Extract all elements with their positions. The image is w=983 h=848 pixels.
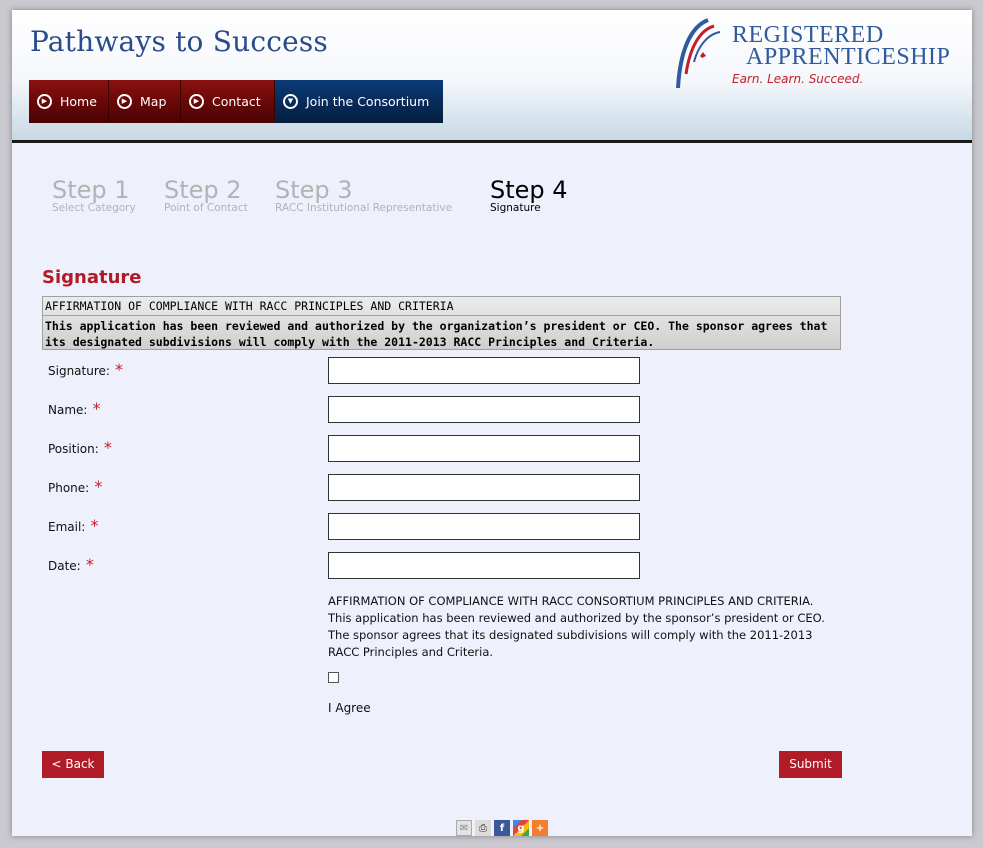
site-title[interactable]: Pathways to Success <box>30 25 329 58</box>
nav-contact-label: Contact <box>212 94 261 109</box>
email-icon[interactable]: ✉ <box>456 820 472 836</box>
form-row-signature <box>48 360 123 379</box>
logo-text-registered: REGISTERED <box>732 22 884 48</box>
form-row-phone <box>48 477 102 496</box>
step-2-subtitle: Point of Contact <box>164 202 248 214</box>
nav-home[interactable] <box>29 80 109 123</box>
step-3-title: Step 3 <box>275 176 353 204</box>
required-marker: * <box>92 399 101 418</box>
position-label: Position: <box>48 442 99 456</box>
date-input[interactable] <box>328 552 640 579</box>
play-circle-icon: ▶ <box>189 94 204 109</box>
nav-map-label: Map <box>140 94 167 109</box>
logo-tagline: Earn. Learn. Succeed. <box>732 72 864 86</box>
logo-text-apprenticeship: APPRENTICESHIP <box>746 44 951 70</box>
position-input[interactable] <box>328 435 640 462</box>
step-2-title: Step 2 <box>164 176 242 204</box>
nav-home-label: Home <box>60 94 97 109</box>
agree-label: I Agree <box>328 701 371 715</box>
facebook-icon[interactable]: f <box>494 820 510 836</box>
agree-checkbox[interactable] <box>328 672 339 683</box>
nav-join-consortium[interactable] <box>275 80 443 123</box>
page <box>12 10 972 836</box>
affirmation-body: This application has been reviewed and authorized by the organization’s president or CEO. The sponsor agrees that its designated subdivisions will comply with the 2011-2013 RACC Principles and Criteria. <box>45 319 828 349</box>
print-icon[interactable]: ⎙ <box>475 820 491 836</box>
signature-input[interactable] <box>328 357 640 384</box>
nav-map[interactable] <box>109 80 181 123</box>
name-input[interactable] <box>328 396 640 423</box>
terms-text: AFFIRMATION OF COMPLIANCE WITH RACC CONSORTIUM PRINCIPLES AND CRITERIA. This application has been reviewed and authorized by the sponsor’s president or CEO. The sponsor agrees that its designated subdivisions will comply with the 2011-2013 RACC Principles and Criteria. <box>328 594 825 659</box>
step-3 <box>275 176 452 214</box>
required-marker: * <box>85 555 94 574</box>
play-circle-icon: ▶ <box>37 94 52 109</box>
share-toolbar <box>456 820 548 836</box>
form-row-date <box>48 555 94 574</box>
affirmation-box <box>42 296 841 350</box>
form-row-position <box>48 438 112 457</box>
phone-input[interactable] <box>328 474 640 501</box>
email-label: Email: <box>48 520 86 534</box>
name-label: Name: <box>48 403 88 417</box>
back-button[interactable]: < Back <box>42 751 104 778</box>
form-row-name <box>48 399 101 418</box>
email-input[interactable] <box>328 513 640 540</box>
step-4-title: Step 4 <box>490 176 568 204</box>
chevron-down-circle-icon: ▼ <box>283 94 298 109</box>
signature-label: Signature: <box>48 364 110 378</box>
section-title: Signature <box>42 267 142 288</box>
site-header <box>12 10 972 140</box>
nav-join-consortium-label: Join the Consortium <box>306 94 430 109</box>
step-2 <box>164 176 248 214</box>
nav-contact[interactable] <box>181 80 275 123</box>
affirmation-heading: AFFIRMATION OF COMPLIANCE WITH RACC PRINCIPLES AND CRITERIA <box>43 297 840 316</box>
registered-apprenticeship-logo[interactable] <box>670 12 970 96</box>
play-circle-icon: ▶ <box>117 94 132 109</box>
submit-button[interactable]: Submit <box>779 751 842 778</box>
header-divider <box>12 140 972 143</box>
date-label: Date: <box>48 559 81 573</box>
form-row-email <box>48 516 98 535</box>
main-nav <box>29 80 443 123</box>
required-marker: * <box>94 477 103 496</box>
required-marker: * <box>115 360 124 379</box>
step-1-subtitle: Select Category <box>52 202 136 214</box>
google-icon[interactable]: g <box>513 820 529 836</box>
step-4-subtitle: Signature <box>490 202 541 214</box>
required-marker: * <box>90 516 99 535</box>
step-1-title: Step 1 <box>52 176 130 204</box>
required-marker: * <box>103 438 112 457</box>
phone-label: Phone: <box>48 481 90 495</box>
step-1 <box>52 176 136 214</box>
logo-emblem-icon <box>670 12 730 92</box>
step-4 <box>490 176 568 214</box>
step-3-subtitle: RACC Institutional Representative <box>275 202 453 214</box>
addthis-icon[interactable]: + <box>532 820 548 836</box>
